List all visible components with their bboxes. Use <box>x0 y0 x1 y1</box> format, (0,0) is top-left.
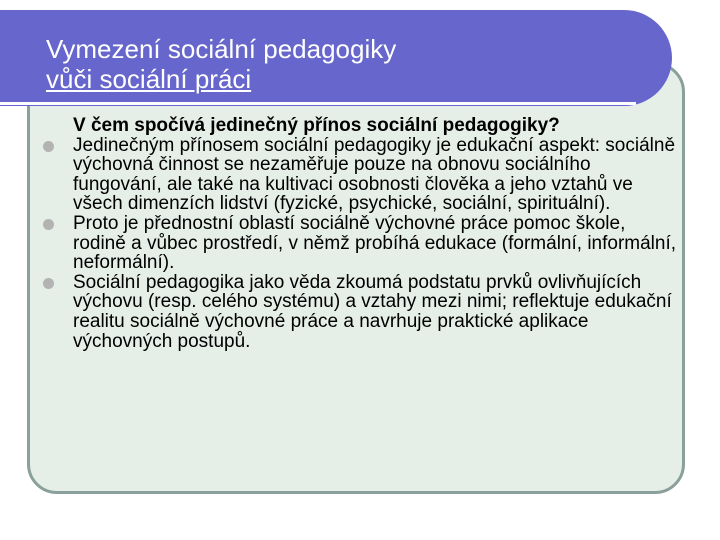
bullet-text: Proto je přednostní oblastí sociálně výchovné práce pomoc škole, rodině a vůbec prostředí, v němž probíhá edukace (formální, informální, neformální). <box>73 212 677 274</box>
bullet-list <box>42 136 682 352</box>
bullet-dot-icon <box>43 278 54 289</box>
bullet-text: Sociální pedagogika jako věda zkoumá podstatu prvků ovlivňujících výchovu (resp. celého systému) a vztahy mezi nimi; reflektuje edukační realitu sociálně výchovné práce a navrhuje praktické aplikace výchovných postupů. <box>73 271 672 352</box>
bullet-item <box>42 273 682 351</box>
slide-title <box>46 34 646 94</box>
bullet-item <box>42 214 682 273</box>
bullet-dot-icon <box>43 141 54 152</box>
bullet-item <box>42 136 682 214</box>
title-underline <box>0 102 636 105</box>
slide-body <box>42 116 682 351</box>
slide-title-line-1: Vymezení sociální pedagogiky <box>46 34 397 64</box>
bullet-dot-icon <box>43 219 54 230</box>
slide-title-line-2: vůči sociální práci <box>46 64 252 94</box>
slide-question: V čem spočívá jedinečný přínos sociální pedagogiky? <box>73 115 560 136</box>
bullet-text: Jedinečným přínosem sociální pedagogiky je edukační aspekt: sociálně výchovná činnost se nezaměřuje pouze na obnovu sociálního fungování, ale také na kultivaci osobnosti člověka a jeho vztahů ve všech dimenzích lidství (fyzické, psychické, sociální, spirituální). <box>73 134 676 215</box>
